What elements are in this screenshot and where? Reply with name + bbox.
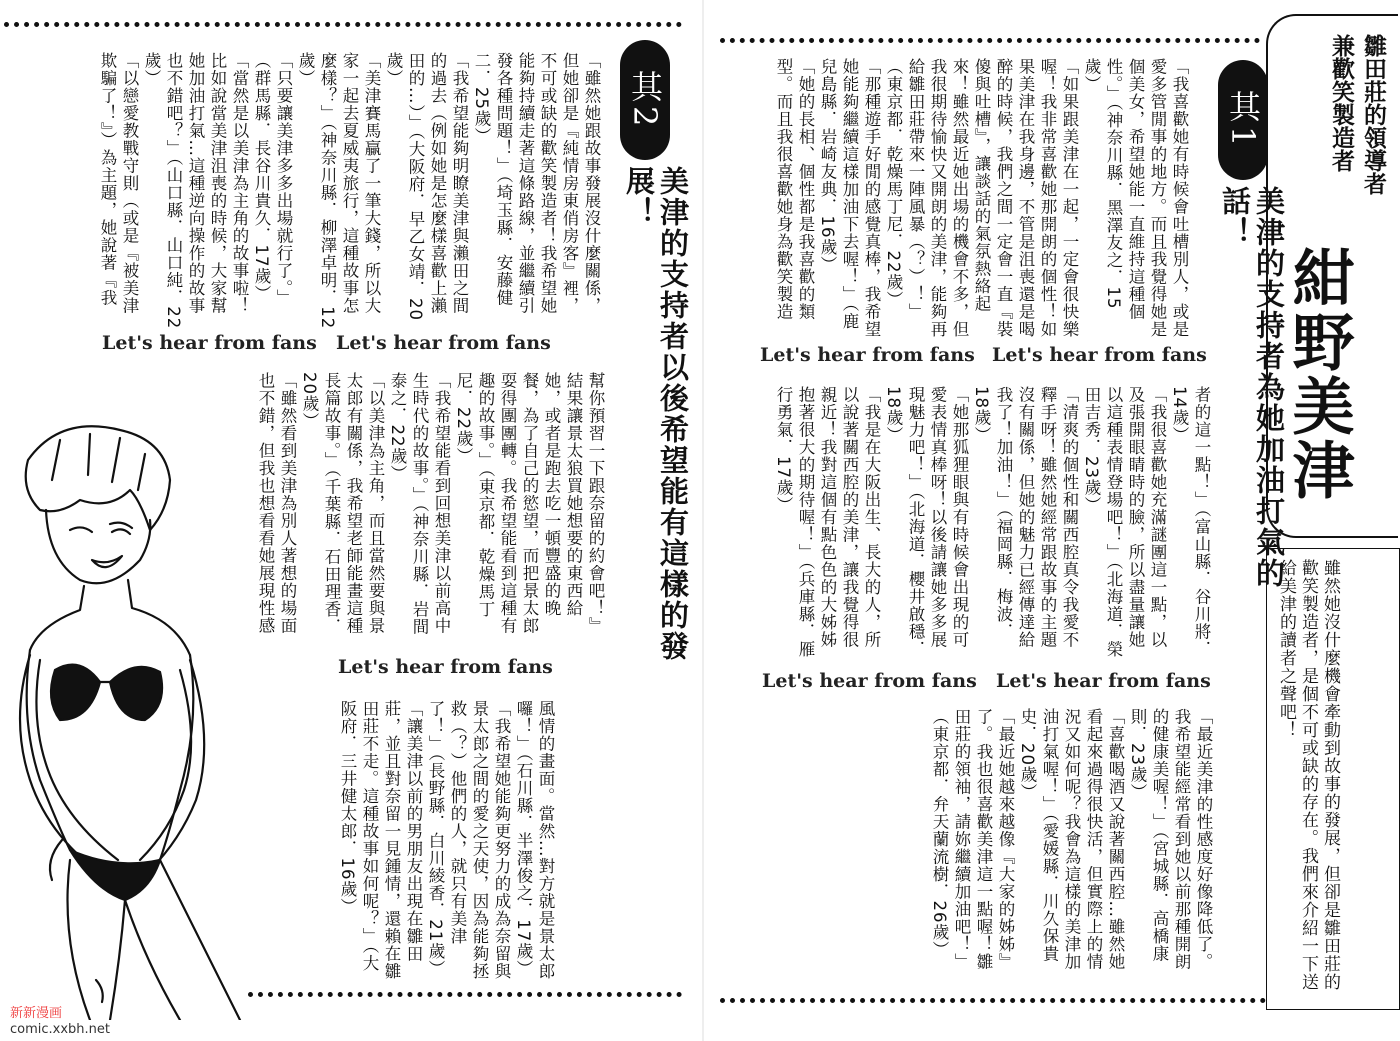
fan-label-l1a: Let's hear from fans (336, 332, 551, 354)
watermark-line-2: comic.xxbh.net (10, 1022, 111, 1037)
fan-label-r1b: Let's hear from fans (760, 344, 975, 366)
fan-label-l2: Let's hear from fans (338, 656, 553, 678)
fan-letters-block-l2: 幫你預習一下跟奈留的約會吧！』結果讓景太狼買她想要的東西給她，或者是跑去吃一頓豐盛的晚餐，為了自己的慾望，而把景太郎耍得團團轉。我希望能看到這種有趣的故事。」（東京都．乾燥馬丁尼．22歲） 「我希望能看到回想美津以前高中生時代的故事。」（神奈川縣．岩間泰之．22歲） 「以美津為主角，而且當然要與景太郎有關係，我希望老師能畫這種長篇故事。」（千葉縣．石田理香．20歲） 「雖然看到美津為別人著想的場面也不錯，但我也想看看她展現性感 (256, 372, 605, 636)
section-2-headline: 美津的支持者以後希望能有這樣的發展！ (622, 166, 690, 662)
section-1-headline: 美津的支持者為她加油打氣的話！ (1218, 186, 1286, 589)
fan-letters-block-l3: 風情的畫面。當然…對方就是景太郎囉！」（石川縣．半澤俊之．17歲） 「我希望她能夠更努力的成為奈留與景太郎之間的愛之天使，因為能夠拯救（？）他們的人，就只有美津了！」（長野縣．白川綾香．21歲） 「讓美津以前的男朋友出現在雛田莊，並且對奈留一見鍾情，還賴在雛田莊不走。這種故事如何呢？」（大阪府．三井健太郎．16歲） (338, 700, 555, 980)
section-1-badge: 其1 (1218, 60, 1268, 180)
page-gutter (702, 0, 704, 1041)
dotted-border-top-left (4, 22, 682, 27)
fan-label-r1a: Let's hear from fans (992, 344, 1207, 366)
section-2-badge: 其2 (620, 40, 670, 160)
fan-letters-block-r1: 「我喜歡她有時候會吐槽別人，或是愛多管閒事的地方。而且我覺得她是個美女，希望她能一直維持這種個性。」（神奈川縣．黑澤友之．15歲） 「如果跟美津在一起，一定會很快樂喔！我非常喜歡她那開朗的個性！如果美津在我身邊，不管是沮喪還是喝醉的時候，我們之間一定會一直『裝傻與吐槽』，讓談話的氣氛熱絡起來！雖然最近她出場的機會不多，但我很期待愉快又開朗的美津，能夠再給雛田莊帶來一陣風暴（？）！」（東京都．乾燥馬丁尼．22歲） 「那種遊手好閒的感覺真棒，我希望她能夠繼續這樣加油下去喔！」（鹿兒島縣．岩崎友典．16歲） 「她的長相、個性都是我喜歡的類型。而且我很喜歡她身為歡笑製造 (774, 58, 1189, 338)
character-name: 紺野美津 (1282, 246, 1355, 502)
site-watermark (10, 1006, 110, 1038)
character-illustration (0, 420, 250, 1020)
dotted-border-bottom-left (248, 992, 682, 997)
fan-letters-block-r3: 「最近美津的性感度好像降低了。我希望能經常看到她以前那種開朗的健康美喔！」（宮城縣．高橋康則．23歲） 「喜歡喝酒又說著關西腔…雖然她看起來過得很快活，但實際上的情況又如何呢？我會為這樣的美津加油打氣喔！」（愛媛縣．川久保貴史．20歲） 「最近她越來越像『大家的姊姊』了。我也很喜歡美津這一點喔！雛田莊的領袖，請妳繼續加油吧！」（東京都．弁天蘭流樹．26歲） (930, 708, 1213, 971)
role-line-2: 兼歡笑製造者 (1328, 34, 1354, 172)
fan-label-l1b: Let's hear from fans (102, 332, 317, 354)
fan-label-r2a: Let's hear from fans (996, 670, 1211, 692)
fan-label-r2b: Let's hear from fans (762, 670, 977, 692)
dotted-border-top-right (720, 38, 1260, 43)
intro-box (1266, 548, 1400, 1010)
fan-letters-block-r2: 者的這一點！」（富山縣．谷川將．14歲） 「我很喜歡她充滿謎團這一點，以及張開眼睛時的臉，所以盡量讓她以這種表情登場吧！」（北海道．榮田吉秀．23歲） 「清爽的個性和關西腔真令我愛不釋手呀！雖然她經常跟故事的主題沒有關係，但她的魅力已經傳達給我了！加油！」（福岡縣．梅波．18歲） 「她那狐狸眼與有時候會出現的可愛表情真棒呀！以後請讓她多多展現魅力吧！」（北海道．櫻井啟穩．18歲） 「我是在大阪出生、長大的人，所以說著關西腔的美津，讓我覺得很親近！我對這個有點色色的大姊姊抱著很大的期待喔！」（兵庫縣．雁行勇氣．17歲） (774, 386, 1211, 658)
watermark-line-1: 新新漫画 (10, 1006, 63, 1021)
role-line-1: 雛田莊的領導者 (1360, 34, 1386, 195)
fan-letters-block-l1: 「雖然她跟故事發展沒什麼關係，但她卻是『純情房東俏房客』裡，不可或缺的歡笑製造者！我希望她能夠持續走著這條路線，並繼續引發各種問題！」（埼玉縣．安藤健二．25歲） 「我希望能夠明瞭美津與瀨田之間的過去（例如她是怎麼樣喜歡上瀨田的…）」（大阪府．早乙女靖．20歲） 「美津賽馬贏了一筆大錢，所以大家一起去夏威夷旅行，這種故事怎麼樣？」（神奈川縣．柳澤卓明．12歲） 「只要讓美津多多出場就行了。」（群馬縣．長谷川貴久．17歲） 「當然是以美津為主角的故事啦！比如說當美津沮喪的時候，大家幫她加油打氣…這種逆向操作的故事也不錯吧？」（山口縣．山口純．22歲） 「以戀愛教戰守則（或是『被美津欺騙了！』）為主題，她說著『我 (98, 52, 601, 330)
intro-text: 雖然她沒什麼機會牽動到故事的發展，但卻是雛田莊的歡笑製造者，是個不可或缺的存在。我們來介紹一下送給美津的讀者之聲吧！ (1276, 559, 1340, 991)
